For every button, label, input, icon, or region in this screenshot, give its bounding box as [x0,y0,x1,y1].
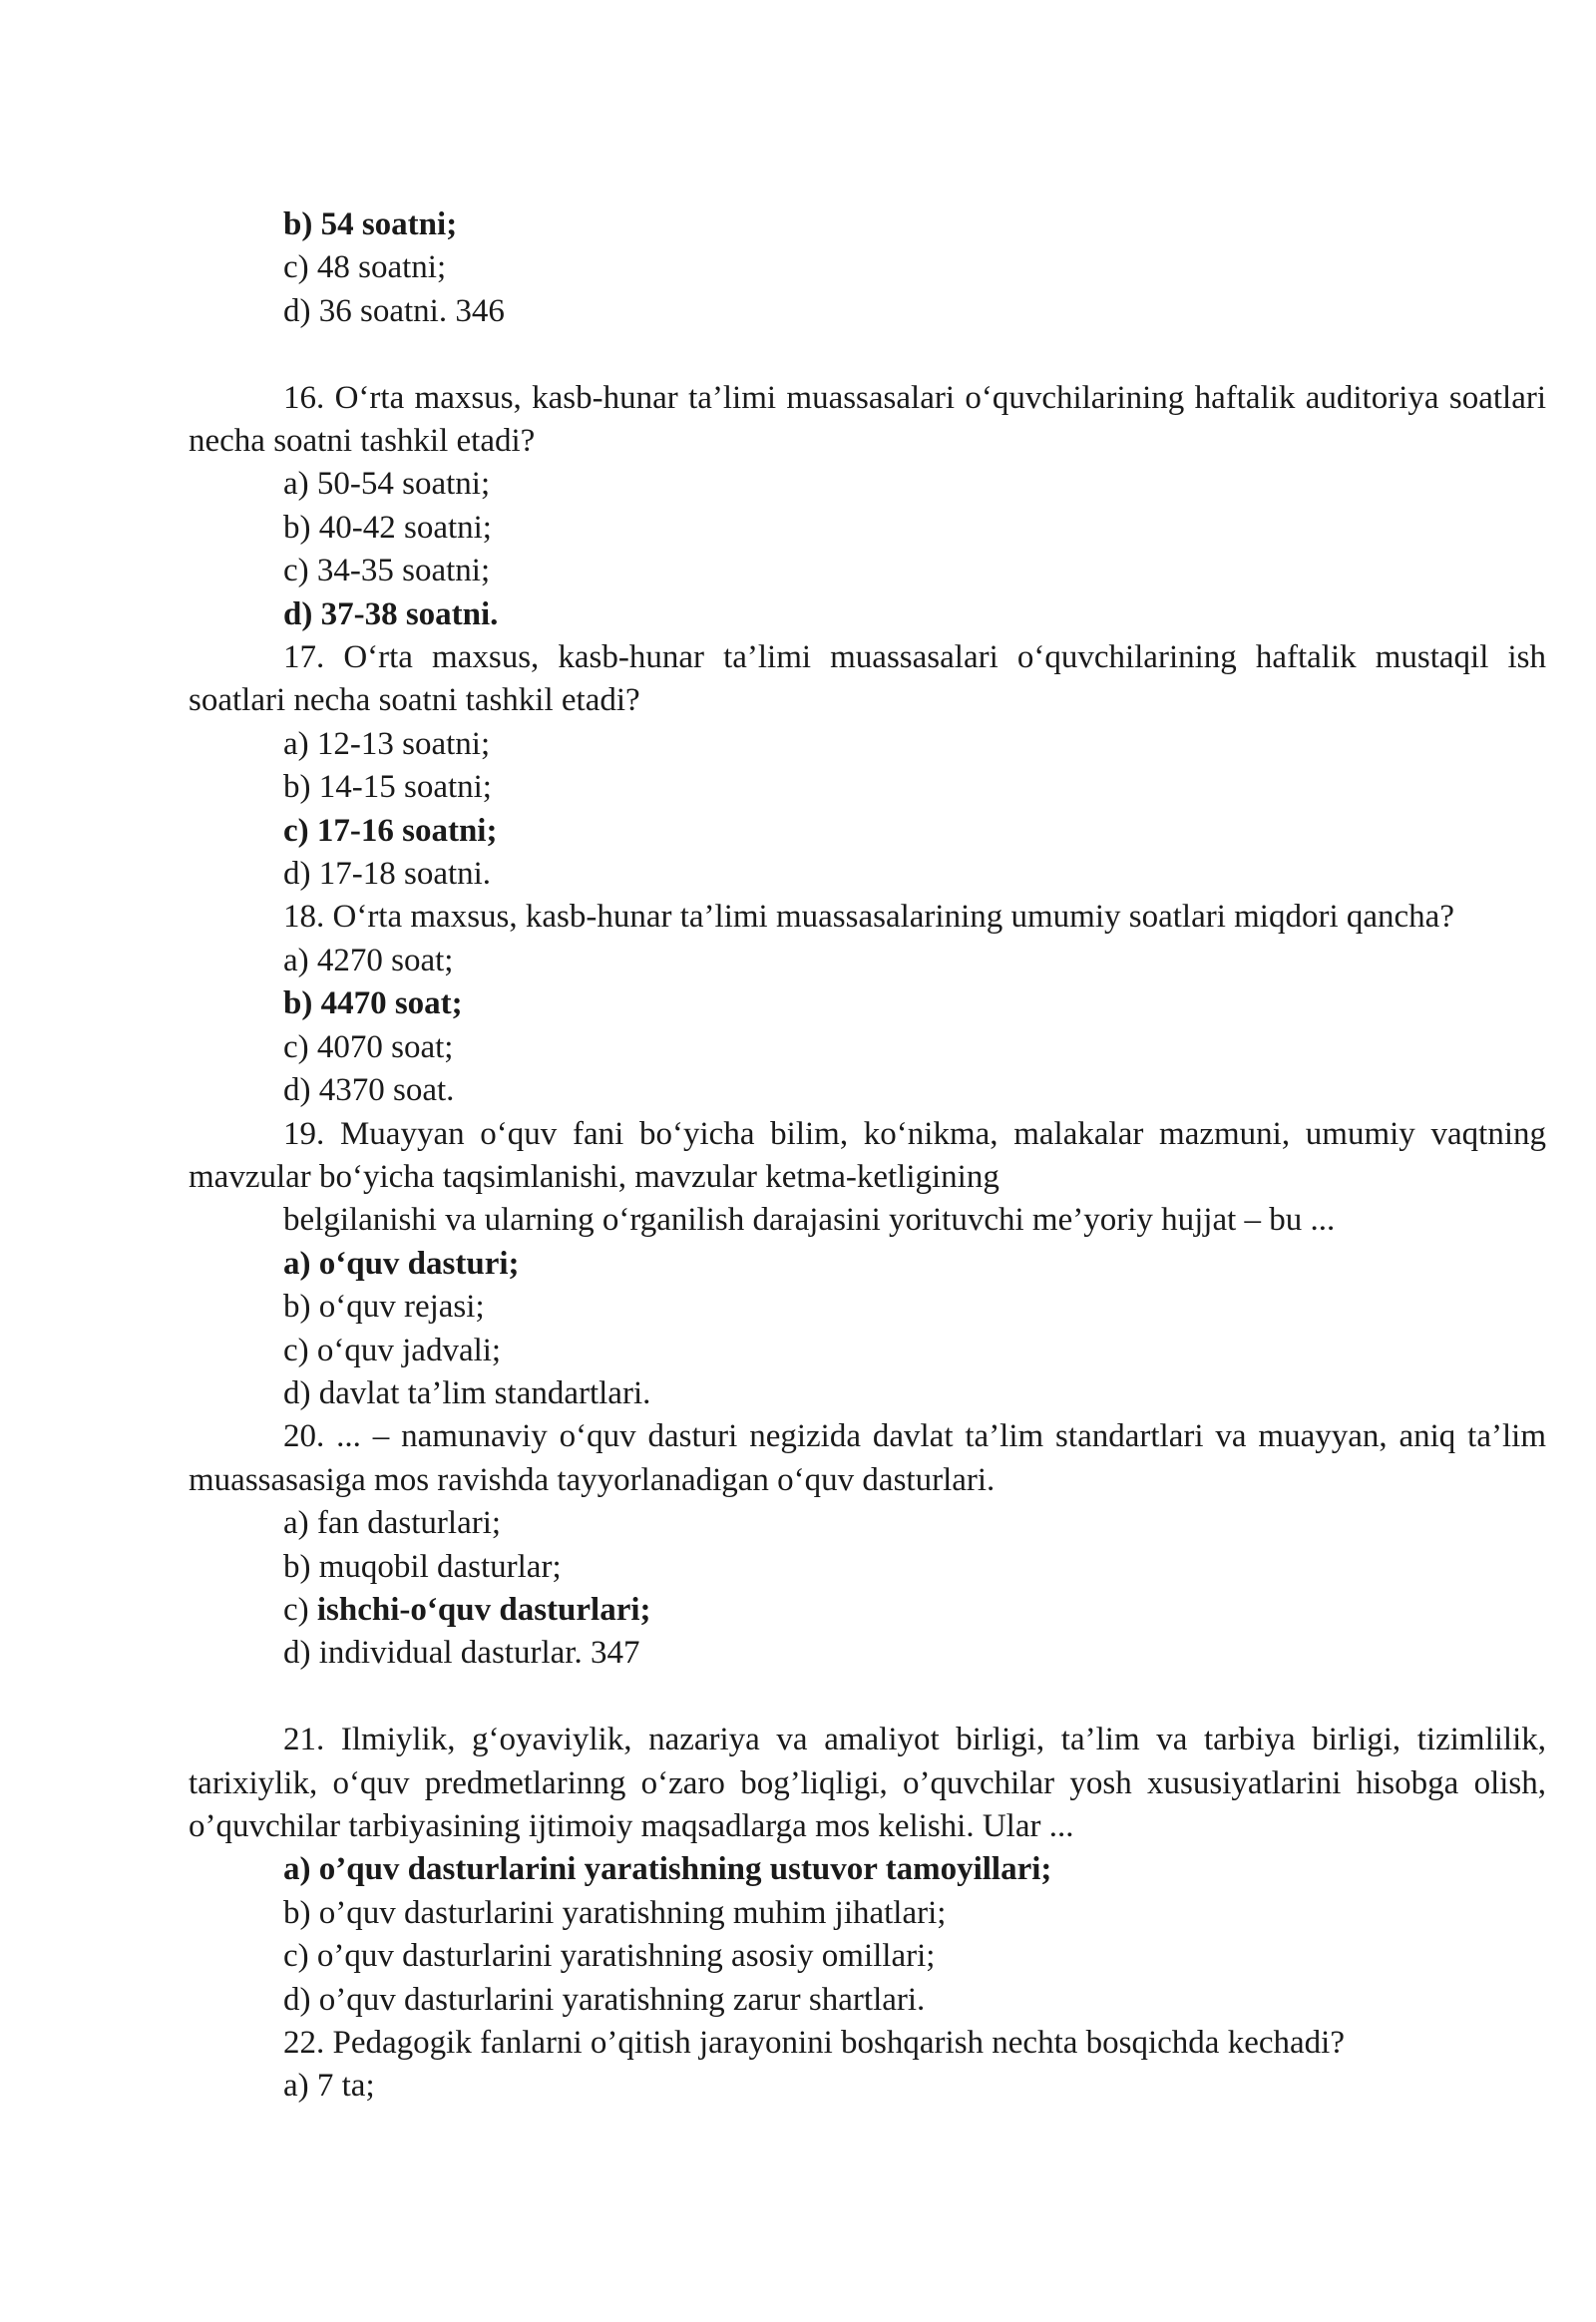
option-line: c) o‘quv jadvali; [283,1332,502,1368]
question-17: 17. O‘rta maxsus, kasb-hunar ta’limi muassasalari o‘quvchilarining haftalik mustaqil ish soatlari necha soatni tashkil etadi? [189,639,1546,719]
question-18: 18. O‘rta maxsus, kasb-hunar ta’limi muassasalarining umumiy soatlari miqdori qancha? [283,899,1454,936]
option-line: c) o’quv dasturlarini yaratishning asosiy omillari; [283,1938,936,1975]
option-line-answer [189,1589,1546,1632]
option-line: b) muqobil dasturlar; [283,1548,562,1585]
option-line: d) davlat ta’lim standartlari. [283,1374,651,1411]
option-line: c) 4070 soat; [283,1028,454,1065]
option-line: d) 4370 soat. [283,1072,455,1109]
question-19-continuation: belgilanishi va ularning o‘rganilish darajasini yorituvchi me’yoriy hujjat – bu ... [283,1202,1336,1239]
option-line: c) 34-35 soatni; [283,553,491,589]
option-line: a) 50-54 soatni; [283,466,491,503]
option-line-answer: c) 17-16 soatni; [283,812,498,849]
spacer [189,333,1546,376]
option-line: b) 14-15 soatni; [283,769,492,806]
option-line: b) o‘quv rejasi; [283,1289,485,1326]
option-line: a) fan dasturlari; [283,1505,502,1542]
option-line-answer: a) o‘quv dasturi; [283,1245,520,1282]
option-line: b) o’quv dasturlarini yaratishning muhim jihatlari; [283,1894,947,1931]
question-21: 21. Ilmiylik, g‘oyaviylik, nazariya va amaliyot birligi, ta’lim va tarbiya birligi, tizimlilik, tarixiylik, o‘quv predmetlarinng o‘zaro bog’liqligi, o’quvchilar yosh xususiyatlarini hisobga olish, o’quvchilar tarbiyasining ijtimoiy maqsadlarga mos kelishi. Ular ... [189,1722,1546,1844]
option-line-answer: a) o’quv dasturlarini yaratishning ustuvor tamoyillari; [283,1851,1052,1888]
question-20: 20. ... – namunaviy o‘quv dasturi negizida davlat ta’lim standartlari va muayyan, aniq ta’lim muassasasiga mos ravishda tayyorlanadigan o‘quv dasturlari. [189,1418,1546,1498]
option-line: d) o’quv dasturlarini yaratishning zarur shartlari. [283,1981,926,2018]
option-line-answer: b) 4470 soat; [283,985,463,1022]
spacer [189,1676,1546,1719]
option-line: b) 40-42 soatni; [283,509,492,546]
option-line: b) 54 soatni; [283,206,458,242]
option-line-answer: d) 37-38 soatni. [283,595,499,632]
option-line: d) 36 soatni. 346 [283,292,505,329]
option-line: a) 4270 soat; [283,942,454,978]
option-line: a) 12-13 soatni; [283,725,491,762]
option-line: d) 17-18 soatni. [283,856,492,893]
question-16: 16. O‘rta maxsus, kasb-hunar ta’limi muassasalari o‘quvchilarining haftalik auditoriya soatlari necha soatni tashkil etadi? [189,379,1546,460]
option-answer-text: ishchi-o‘quv dasturlari; [316,1591,651,1628]
question-22: 22. Pedagogik fanlarni o’qitish jarayonini boshqarish nechta bosqichda kechadi? [283,2025,1345,2062]
option-line: a) 7 ta; [283,2068,375,2105]
page-content [189,203,1546,2109]
option-line: c) 48 soatni; [283,249,447,286]
option-line: d) individual dasturlar. 347 [283,1635,640,1672]
option-prefix: c) [283,1591,317,1628]
question-19: 19. Muayyan o‘quv fani bo‘yicha bilim, ko‘nikma, malakalar mazmuni, umumiy vaqtning mavzular bo‘yicha taqsimlanishi, mavzular ketma-ketligining [189,1115,1546,1195]
